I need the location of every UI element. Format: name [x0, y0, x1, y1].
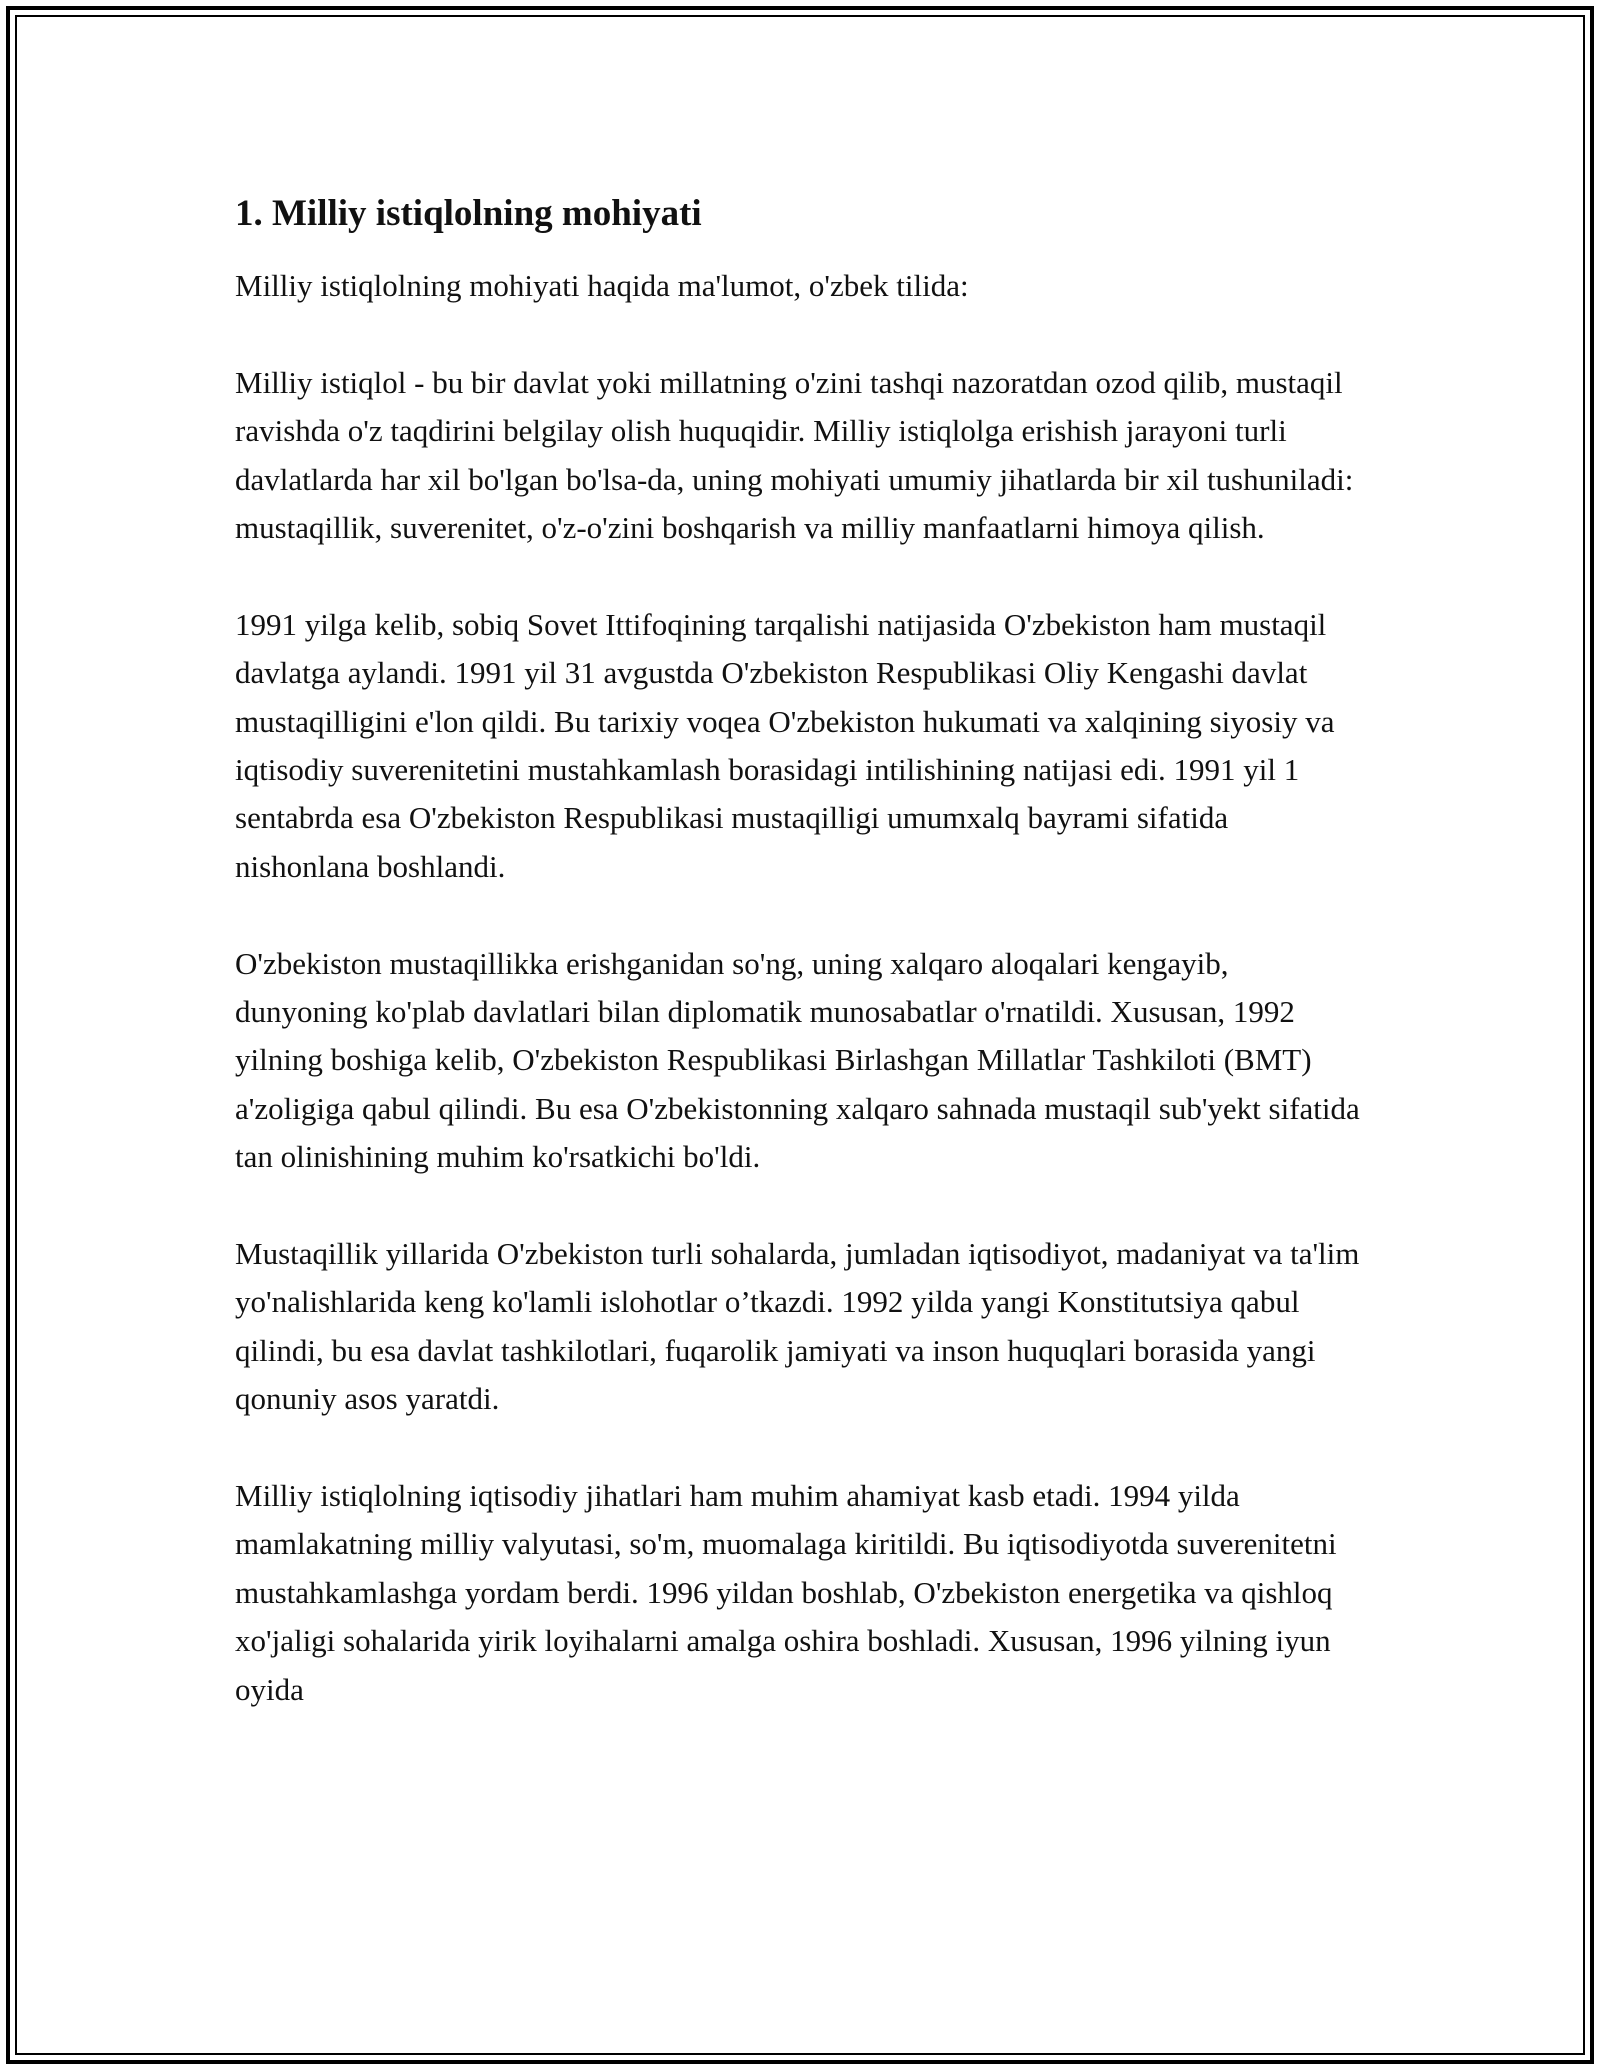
paragraph-definition: Milliy istiqlol - bu bir davlat yoki millatning o'zini tashqi nazoratdan ozod qilib, mustaqil ravishda o'z taqdirini belgilay olish huquqidir. Milliy istiqlolga erishish jarayoni turli davlatlarda har xil bo'lgan bo'lsa-da, uning mohiyati umumiy jihatlarda bir xil tushuniladi: mustaqillik, suverenitet, o'z-o'zini boshqarish va milliy manfaatlarni himoya qilish.: [235, 364, 1354, 546]
document-title: 1. Milliy istiqlolning mohiyati: [235, 193, 702, 234]
paragraph-reforms: Mustaqillik yillarida O'zbekiston turli sohalarda, jumladan iqtisodiyot, madaniyat va ta'lim yo'nalishlarida keng ko'lamli islohotlar o’tkazdi. 1992 yilda yangi Konstitutsiya qabul qilindi, bu esa davlat tashkilotlari, fuqarolik jamiyati va inson huquqlari borasida yangi qonuniy asos yaratdi.: [235, 1236, 1360, 1417]
paragraph-economy: Milliy istiqlolning iqtisodiy jihatlari ham muhim ahamiyat kasb etadi. 1994 yilda mamlakatning milliy valyutasi, so'm, muomalaga kiritildi. Bu iqtisodiyotda suverenitetni mustahkamlashga yordam berdi. 1996 yildan boshlab, O'zbekiston energetika va qishloq xo'jaligi sohalarida yirik loyihalarni amalga oshira boshladi. Xususan, 1996 yilning iyun oyida: [235, 1478, 1337, 1707]
paragraph-international: O'zbekiston mustaqillikka erishganidan so'ng, uning xalqaro aloqalari kengayib, dunyoning ko'plab davlatlari bilan diplomatik munosabatlar o'rnatildi. Xususan, 1992 yilning boshiga kelib, O'zbekiston Respublikasi Birlashgan Millatlar Tashkiloti (BMT) a'zoligiga qabul qilindi. Bu esa O'zbekistonning xalqaro sahnada mustaqil sub'yekt sifatida tan olinishining muhim ko'rsatkichi bo'ldi.: [235, 945, 1360, 1175]
paragraph-intro: Milliy istiqlolning mohiyati haqida ma'lumot, o'zbek tilida:: [235, 268, 969, 303]
document-page: [235, 186, 1365, 1763]
paragraph-1991: 1991 yilga kelib, sobiq Sovet Ittifoqining tarqalishi natijasida O'zbekiston ham mustaqil davlatga aylandi. 1991 yil 31 avgustda O'zbekiston Respublikasi Oliy Kengashi davlat mustaqilligini e'lon qildi. Bu tarixiy voqea O'zbekiston hukumati va xalqining siyosiy va iqtisodiy suverenitetini mustahkamlash borasidagi intilishining natijasi edi. 1991 yil 1 sentabrda esa O'zbekiston Respublikasi mustaqilligi umumxalq bayrami sifatida nishonlana boshlandi.: [235, 606, 1335, 884]
